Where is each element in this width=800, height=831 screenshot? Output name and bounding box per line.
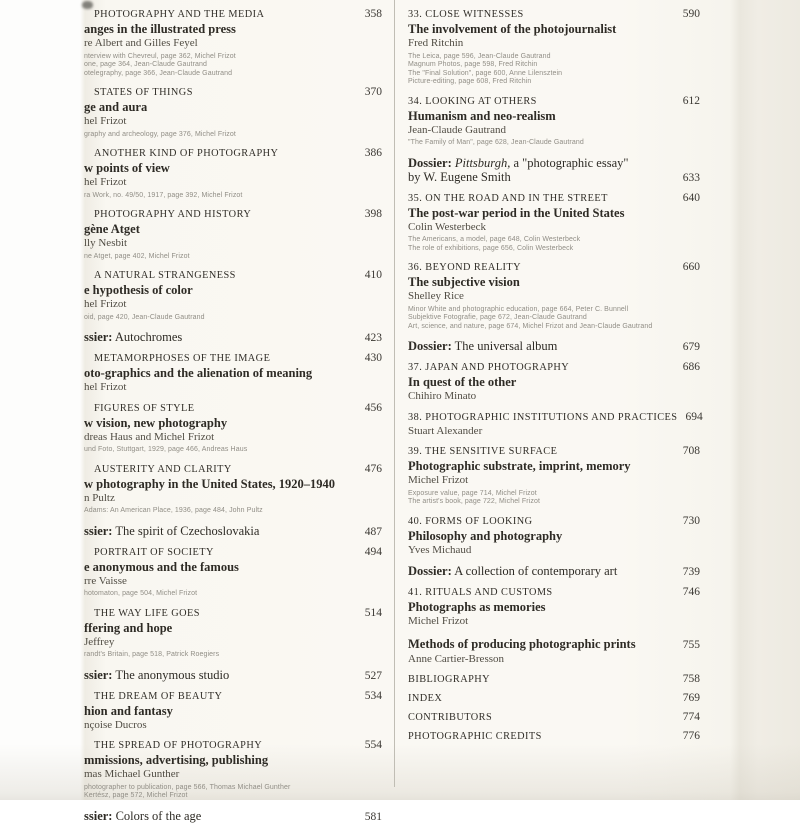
dossier-entry bbox=[408, 156, 700, 185]
chapter-entry bbox=[84, 352, 382, 394]
backmatter-entry bbox=[408, 673, 700, 686]
chapter-detail: otelegraphy, page 366, Jean-Claude Gautrand bbox=[84, 69, 233, 77]
backmatter-title: INDEX bbox=[408, 693, 443, 704]
chapter-entry bbox=[408, 586, 700, 628]
entry-row bbox=[408, 711, 700, 724]
dossier-line bbox=[84, 809, 201, 823]
chapter-detail: Adams: An American Place, 1936, page 484, John Pultz bbox=[84, 507, 263, 514]
dossier-label: ssier: bbox=[84, 808, 113, 823]
chapter-entry bbox=[84, 147, 382, 200]
column-divider bbox=[394, 0, 395, 787]
dossier-label: Dossier: bbox=[408, 155, 452, 170]
page-number: 746 bbox=[682, 586, 700, 598]
entry-row bbox=[408, 261, 700, 274]
dossier-title: The universal album bbox=[454, 339, 558, 353]
dossier-label: ssier: bbox=[84, 523, 113, 538]
chapter-detail: The artist's book, page 722, Michel Frizot bbox=[408, 498, 540, 505]
page-number: 494 bbox=[364, 545, 382, 558]
entry-row bbox=[84, 668, 382, 683]
page-number: 612 bbox=[682, 94, 700, 107]
page-number: 581 bbox=[364, 810, 382, 823]
entry-row bbox=[84, 330, 382, 345]
page-number: 730 bbox=[682, 514, 700, 527]
entry-row bbox=[84, 809, 382, 824]
section-title: Methods of producing photographic prints bbox=[408, 636, 636, 651]
dossier-text bbox=[408, 564, 617, 578]
chapter-detail: graphy and archeology, page 376, Michel Frizot bbox=[84, 130, 236, 138]
page-number: 456 bbox=[364, 401, 382, 414]
entry-row bbox=[84, 402, 382, 415]
chapter-subtitle: The subjective vision bbox=[408, 275, 520, 289]
chapter-subtitle: w vision, new photography bbox=[84, 415, 228, 430]
dossier-label: Dossier: bbox=[408, 339, 452, 353]
page-number: 755 bbox=[682, 638, 700, 651]
page-number: 708 bbox=[682, 445, 700, 457]
chapter-title: 41. RITUALS AND CUSTOMS bbox=[408, 587, 553, 598]
dossier-title: The anonymous studio bbox=[115, 667, 230, 682]
page-number: 640 bbox=[682, 191, 700, 204]
chapter-title: THE DREAM OF BEAUTY bbox=[94, 690, 223, 702]
chapter-detail: oid, page 420, Jean-Claude Gautrand bbox=[84, 313, 205, 321]
chapter-entry bbox=[408, 410, 703, 438]
chapter-author: Michel Frizot bbox=[408, 615, 469, 627]
chapter-detail: The Leica, page 596, Jean-Claude Gautrand bbox=[408, 52, 551, 60]
chapter-entry bbox=[84, 402, 382, 455]
chapter-subtitle: In quest of the other bbox=[408, 375, 517, 389]
chapter-title: 39. THE SENSITIVE SURFACE bbox=[408, 446, 558, 457]
chapter-subtitle: ffering and hope bbox=[84, 620, 173, 635]
chapter-detail: randt's Britain, page 518, Patrick Roegiers bbox=[84, 651, 220, 658]
dossier-line2: by W. Eugene Smith bbox=[408, 169, 511, 184]
section-entry bbox=[408, 636, 700, 666]
chapter-title: THE SPREAD OF PHOTOGRAPHY bbox=[94, 740, 263, 751]
chapter-subtitle: The post-war period in the United States bbox=[408, 205, 625, 220]
page-number: 487 bbox=[364, 525, 382, 538]
chapter-entry bbox=[84, 86, 382, 139]
backmatter-entry bbox=[408, 711, 700, 724]
chapter-title: STATES OF THINGS bbox=[94, 87, 193, 98]
chapter-subtitle: ge and aura bbox=[84, 100, 148, 114]
chapter-author: n Pultz bbox=[84, 491, 115, 504]
chapter-detail: The role of exhibitions, page 656, Colin Westerbeck bbox=[408, 244, 574, 252]
entry-row bbox=[408, 515, 700, 528]
chapter-detail: Exposure value, page 714, Michel Frizot bbox=[408, 489, 537, 497]
dossier-line bbox=[84, 668, 229, 682]
page-number: 358 bbox=[364, 8, 382, 20]
chapter-detail: photographer to publication, page 566, Thomas Michael Gunther bbox=[84, 783, 291, 791]
chapter-detail: ne Atget, page 402, Michel Frizot bbox=[84, 252, 190, 260]
chapter-title: 37. JAPAN AND PHOTOGRAPHY bbox=[408, 362, 570, 373]
chapter-entry bbox=[84, 739, 382, 801]
chapter-subtitle: Photographs as memories bbox=[408, 600, 546, 614]
chapter-author: Stuart Alexander bbox=[408, 424, 483, 437]
chapter-author: Shelley Rice bbox=[408, 290, 464, 302]
chapter-author: Colin Westerbeck bbox=[408, 220, 487, 233]
chapter-entry bbox=[84, 463, 382, 516]
chapter-author: Chihiro Minato bbox=[408, 390, 477, 402]
page-number: 694 bbox=[685, 410, 703, 423]
dossier-line bbox=[84, 524, 259, 538]
page-number: 398 bbox=[364, 208, 382, 220]
chapter-entry bbox=[84, 607, 382, 660]
page-number: 476 bbox=[364, 462, 382, 475]
entry-row bbox=[408, 156, 700, 185]
dossier-label: ssier: bbox=[84, 330, 113, 344]
entry-row bbox=[408, 586, 700, 599]
entry-row bbox=[408, 564, 700, 579]
chapter-entry bbox=[84, 208, 382, 261]
chapter-author: mas Michael Gunther bbox=[84, 768, 180, 780]
chapter-detail: nterview with Chevreul, page 362, Michel Frizot bbox=[84, 52, 236, 60]
chapter-detail: Art, science, and nature, page 674, Michel Frizot and Jean-Claude Gautrand bbox=[408, 322, 653, 330]
chapter-title: PHOTOGRAPHY AND THE MEDIA bbox=[94, 9, 265, 20]
chapter-subtitle: gène Atget bbox=[84, 222, 140, 236]
page-number: 527 bbox=[364, 669, 382, 682]
chapter-detail: "The Family of Man", page 628, Jean-Claude Gautrand bbox=[408, 139, 584, 146]
page-number: 370 bbox=[364, 86, 382, 98]
chapter-author: dreas Haus and Michel Frizot bbox=[84, 430, 215, 443]
page-number: 774 bbox=[682, 711, 700, 723]
dossier-title-italic: Pittsburgh, bbox=[454, 155, 511, 170]
entry-row bbox=[408, 673, 700, 686]
dossier-entry bbox=[84, 524, 382, 539]
dossier-title: A collection of contemporary art bbox=[454, 564, 618, 578]
chapter-subtitle: Humanism and neo-realism bbox=[408, 108, 556, 123]
chapter-subtitle: oto-graphics and the alienation of meaning bbox=[84, 366, 313, 380]
backmatter-entry bbox=[408, 692, 700, 705]
page-number: 590 bbox=[682, 8, 700, 20]
dossier-text bbox=[408, 156, 629, 185]
right-column bbox=[408, 8, 703, 749]
chapter-entry bbox=[84, 546, 382, 599]
page-number: 534 bbox=[364, 689, 382, 702]
chapter-entry bbox=[408, 515, 700, 557]
dossier-entry bbox=[84, 668, 382, 683]
chapter-title: 34. LOOKING AT OTHERS bbox=[408, 95, 537, 107]
chapter-entry bbox=[84, 690, 382, 732]
chapter-author: lly Nesbit bbox=[84, 237, 128, 249]
page-number: 686 bbox=[682, 361, 700, 373]
backmatter-entry bbox=[408, 730, 700, 743]
chapter-subtitle: w points of view bbox=[84, 161, 170, 175]
dossier-text bbox=[84, 330, 182, 344]
dossier-entry bbox=[408, 564, 700, 579]
page-number: 514 bbox=[364, 606, 382, 619]
chapter-title: METAMORPHOSES OF THE IMAGE bbox=[94, 353, 271, 364]
chapter-subtitle: e hypothesis of color bbox=[84, 283, 193, 297]
chapter-author: re Albert and Gilles Feyel bbox=[84, 37, 198, 49]
page-number: 633 bbox=[682, 171, 700, 184]
dossier-line bbox=[84, 330, 182, 344]
chapter-subtitle: anges in the illustrated press bbox=[84, 22, 236, 36]
chapter-entry bbox=[408, 192, 700, 254]
dossier-line bbox=[408, 564, 617, 578]
chapter-author: hel Frizot bbox=[84, 115, 127, 127]
chapter-author: hel Frizot bbox=[84, 176, 127, 188]
chapter-title: A NATURAL STRANGENESS bbox=[94, 270, 236, 281]
dossier-label: Dossier: bbox=[408, 564, 452, 578]
chapter-author: Yves Michaud bbox=[408, 543, 472, 556]
chapter-author: Michel Frizot bbox=[408, 474, 469, 486]
chapter-entry bbox=[408, 8, 700, 87]
chapter-detail: Magnum Photos, page 598, Fred Ritchin bbox=[408, 61, 538, 68]
entry-row bbox=[84, 147, 382, 160]
chapter-subtitle: w photography in the United States, 1920–1940 bbox=[84, 476, 336, 491]
dossier-title: a "photographic essay" bbox=[513, 155, 629, 170]
chapter-title: 36. BEYOND REALITY bbox=[408, 262, 522, 273]
entry-row bbox=[408, 730, 700, 743]
page-number: 430 bbox=[364, 352, 382, 364]
dossier-text bbox=[84, 524, 259, 538]
page-number: 554 bbox=[364, 739, 382, 751]
dossier-entry bbox=[408, 339, 700, 354]
chapter-author: rre Vaisse bbox=[84, 574, 127, 587]
chapter-detail: Subjektive Fotografie, page 672, Jean-Claude Gautrand bbox=[408, 314, 587, 321]
dossier-label: ssier: bbox=[84, 667, 113, 682]
page-number: 776 bbox=[682, 730, 700, 742]
page-number: 769 bbox=[682, 692, 700, 704]
entry-row bbox=[84, 546, 382, 559]
entry-row bbox=[84, 607, 382, 620]
chapter-title: FIGURES OF STYLE bbox=[94, 402, 195, 414]
entry-row bbox=[408, 361, 700, 374]
entry-row bbox=[408, 192, 700, 205]
chapter-author: Anne Cartier-Bresson bbox=[408, 652, 505, 665]
backmatter-title: BIBLIOGRAPHY bbox=[408, 674, 491, 685]
backmatter-title: CONTRIBUTORS bbox=[408, 712, 493, 723]
dossier-line bbox=[408, 339, 557, 353]
page-number: 679 bbox=[682, 341, 700, 353]
chapter-detail: Picture-editing, page 608, Fred Ritchin bbox=[408, 78, 532, 85]
entry-row bbox=[84, 524, 382, 539]
chapter-entry bbox=[84, 8, 382, 78]
entry-row bbox=[84, 269, 382, 282]
chapter-subtitle: hion and fantasy bbox=[84, 703, 173, 718]
backmatter-title: PHOTOGRAPHIC CREDITS bbox=[408, 731, 542, 742]
chapter-author: Jeffrey bbox=[84, 635, 115, 648]
chapter-entry bbox=[408, 361, 700, 403]
chapter-title: 38. PHOTOGRAPHIC INSTITUTIONS AND PRACTICES bbox=[408, 411, 678, 423]
chapter-title: AUSTERITY AND CLARITY bbox=[94, 463, 232, 475]
dossier-entry bbox=[84, 330, 382, 345]
chapter-entry bbox=[84, 269, 382, 322]
entry-row bbox=[408, 445, 700, 458]
chapter-detail: one, page 364, Jean-Claude Gautrand bbox=[84, 61, 207, 68]
chapter-title: ANOTHER KIND OF PHOTOGRAPHY bbox=[94, 148, 279, 159]
chapter-author: Jean-Claude Gautrand bbox=[408, 123, 507, 136]
chapter-entry bbox=[408, 445, 700, 507]
chapter-title: THE WAY LIFE GOES bbox=[94, 607, 200, 619]
chapter-subtitle: Photographic substrate, imprint, memory bbox=[408, 459, 631, 473]
chapter-title: PORTRAIT OF SOCIETY bbox=[94, 546, 214, 558]
dossier-line bbox=[408, 156, 629, 170]
page-number: 758 bbox=[682, 673, 700, 685]
dossier-text bbox=[408, 339, 557, 353]
chapter-subtitle: Philosophy and photography bbox=[408, 528, 563, 543]
chapter-detail: und Foto, Stuttgart, 1929, page 466, Andreas Haus bbox=[84, 446, 248, 453]
dossier-text bbox=[84, 809, 201, 823]
chapter-detail: The "Final Solution", page 600, Anne Lilensztein bbox=[408, 69, 563, 77]
entry-row bbox=[408, 692, 700, 705]
dossier-title: Autochromes bbox=[114, 330, 183, 344]
entry-row bbox=[408, 95, 700, 108]
entry-row bbox=[84, 463, 382, 476]
chapter-subtitle: e anonymous and the famous bbox=[84, 559, 239, 574]
page-number: 423 bbox=[364, 332, 382, 344]
entry-row bbox=[84, 352, 382, 365]
chapter-title: 35. ON THE ROAD AND IN THE STREET bbox=[408, 192, 608, 204]
page-number: 739 bbox=[682, 566, 700, 578]
chapter-detail: ra Work, no. 49/50, 1917, page 392, Michel Frizot bbox=[84, 191, 243, 199]
chapter-author: Fred Ritchin bbox=[408, 37, 464, 49]
entry-row bbox=[408, 8, 700, 21]
chapter-title: 33. CLOSE WITNESSES bbox=[408, 9, 524, 20]
chapter-detail: hotomaton, page 504, Michel Frizot bbox=[84, 590, 198, 597]
chapter-entry bbox=[408, 261, 700, 331]
entry-row bbox=[84, 86, 382, 99]
chapter-subtitle: mmissions, advertising, publishing bbox=[84, 753, 269, 767]
chapter-author: hel Frizot bbox=[84, 298, 127, 310]
chapter-author: nçoise Ducros bbox=[84, 718, 147, 731]
chapter-detail: Minor White and photographic education, page 664, Peter C. Bunnell bbox=[408, 305, 629, 313]
entry-row bbox=[84, 8, 382, 21]
page-number: 660 bbox=[682, 261, 700, 273]
dossier-title: Colors of the age bbox=[115, 808, 202, 823]
dossier-text bbox=[84, 668, 229, 682]
entry-row bbox=[408, 636, 700, 652]
entry-row bbox=[408, 339, 700, 354]
entry-row bbox=[84, 739, 382, 752]
chapter-author: hel Frizot bbox=[84, 381, 127, 393]
dossier-title: The spirit of Czechoslovakia bbox=[115, 523, 260, 538]
chapter-subtitle: The involvement of the photojournalist bbox=[408, 22, 617, 36]
dossier-entry bbox=[84, 809, 382, 824]
page-number: 410 bbox=[364, 269, 382, 281]
chapter-title: 40. FORMS OF LOOKING bbox=[408, 515, 533, 527]
chapter-entry bbox=[408, 95, 700, 148]
entry-row bbox=[84, 690, 382, 703]
chapter-title: PHOTOGRAPHY AND HISTORY bbox=[94, 209, 252, 220]
entry-row bbox=[408, 410, 703, 424]
chapter-detail: Kertész, page 572, Michel Frizot bbox=[84, 792, 188, 799]
chapter-detail: The Americans, a model, page 648, Colin Westerbeck bbox=[408, 236, 581, 243]
entry-row bbox=[84, 208, 382, 221]
page-number: 386 bbox=[364, 147, 382, 159]
left-column bbox=[84, 8, 382, 831]
